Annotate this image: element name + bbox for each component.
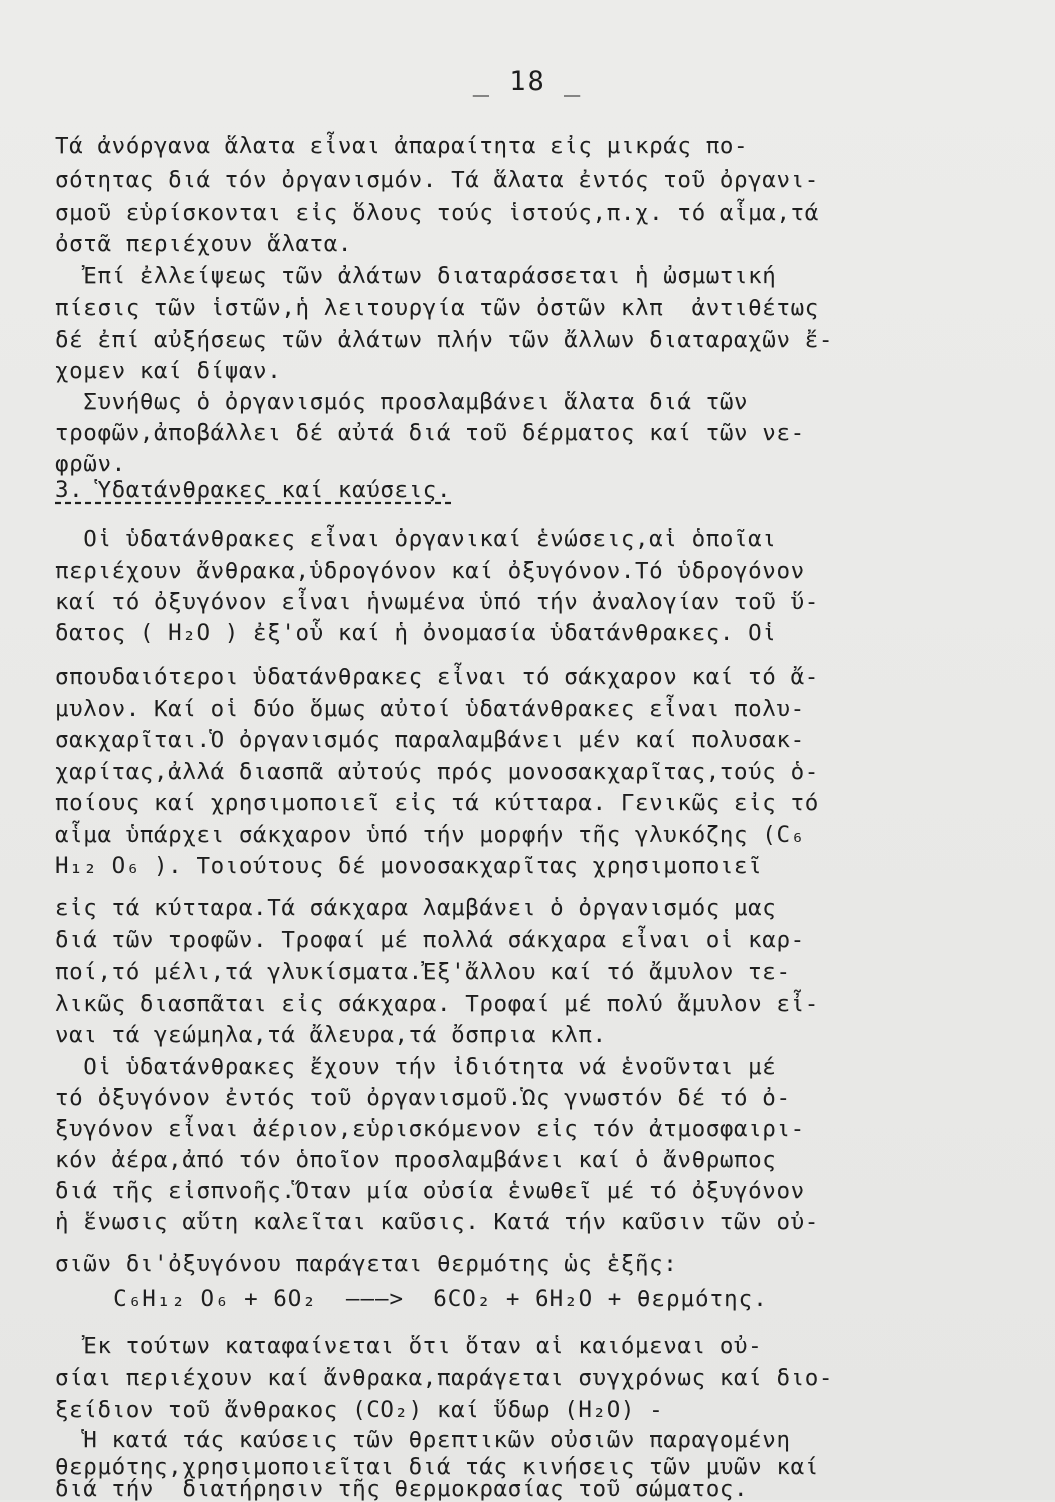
text-line: τροφῶν,ἀποβάλλει δέ αὐτά διά τοῦ δέρματος καί τῶν νε-: [55, 420, 805, 446]
text-line: μυλον. Καί οἱ δύο ὅμως αὐτοί ὑδατάνθρακες εἶναι πολυ-: [55, 696, 805, 722]
text-line: ναι τά γεώμηλα,τά ἄλευρα,τά ὄσπρια κλπ.: [55, 1022, 607, 1048]
text-line: σμοῦ εὑρίσκονται εἰς ὅλους τούς ἱστούς,π.χ. τό αἷμα,τά: [55, 200, 819, 226]
text-line: λικῶς διασπᾶται εἰς σάκχαρα. Τροφαί μέ πολύ ἄμυλον εἶ-: [55, 991, 819, 1017]
text-line: καί τό ὀξυγόνον εἶναι ἡνωμένα ὑπό τήν ἀναλογίαν τοῦ ὕ-: [55, 589, 819, 615]
text-line: Τά ἀνόργανα ἅλατα εἶναι ἀπαραίτητα εἰς μικράς πο-: [55, 133, 749, 159]
text-line: Οἱ ὑδατάνθρακες ἔχουν τήν ἰδιότητα νά ἑνοῦνται μέ: [55, 1054, 777, 1080]
text-line: ὀστᾶ περιέχουν ἅλατα.: [55, 231, 353, 257]
text-line: σπουδαιότεροι ὑδατάνθρακες εἶναι τό σάκχαρον καί τό ἄ-: [55, 664, 819, 690]
text-line: ἡ ἕνωσις αὕτη καλεῖται καῦσις. Κατά τήν καῦσιν τῶν οὐ-: [55, 1209, 819, 1235]
text-line: σότητας διά τόν ὀργανισμόν. Τά ἅλατα ἐντός τοῦ ὀργανι-: [55, 167, 819, 193]
text-line: Ἡ κατά τάς καύσεις τῶν θρεπτικῶν οὐσιῶν παραγομένη: [55, 1427, 791, 1453]
text-line: ποί,τό μέλι,τά γλυκίσματα.Ἐξ'ἄλλου καί τό ἄμυλον τε-: [55, 959, 791, 985]
text-line: αἷμα ὑπάρχει σάκχαρον ὑπό τήν μορφήν τῆς γλυκόζης (C₆: [55, 822, 805, 848]
text-line: σακχαρῖται.Ὁ ὀργανισμός παραλαμβάνει μέν καί πολυσακ-: [55, 727, 805, 753]
text-line: θερμότης,χρησιμοποιεῖται διά τάς κινήσεις τῶν μυῶν καί: [55, 1454, 819, 1480]
text-line: χομεν καί δίψαν.: [55, 358, 282, 384]
text-line: πίεσις τῶν ἱστῶν,ἡ λειτουργία τῶν ὀστῶν κλπ ἀντιθέτως: [55, 295, 819, 321]
text-line: Ἐπί ἐλλείψεως τῶν ἀλάτων διαταράσσεται ἡ ὠσμωτική: [55, 263, 777, 289]
text-line: ξυγόνον εἶναι ἀέριον,εὑρισκόμενον εἰς τόν ἀτμοσφαιρι-: [55, 1116, 805, 1142]
text-line: εἰς τά κύτταρα.Τά σάκχαρα λαμβάνει ὁ ὀργανισμός μας: [55, 895, 777, 921]
section-heading: 3. Ὑδατάνθρακες καί καύσεις.: [55, 477, 452, 503]
text-line: δατος ( H₂O ) ἐξ'οὗ καί ἡ ὀνομασία ὑδατάνθρακες. Οἱ: [55, 620, 777, 646]
text-line: H₁₂ O₆ ). Τοιούτους δέ μονοσακχαρῖτας χρησιμοποιεῖ: [55, 853, 763, 879]
text-line: Οἱ ὑδατάνθρακες εἶναι ὀργανικαί ἑνώσεις,αἱ ὁποῖαι: [55, 526, 777, 552]
text-line: κόν ἀέρα,ἀπό τόν ὁποῖον προσλαμβάνει καί ὁ ἄνθρωπος: [55, 1147, 777, 1173]
text-line: ποίους καί χρησιμοποιεῖ εἰς τά κύτταρα. Γενικῶς εἰς τό: [55, 790, 819, 816]
text-line: διά τῆς εἰσπνοῆς.Ὅταν μία οὐσία ἑνωθεῖ μέ τό ὀξυγόνον: [55, 1178, 805, 1204]
text-line: σίαι περιέχουν καί ἄνθρακα,παράγεται συγχρόνως καί διο-: [55, 1365, 834, 1391]
text-line: δέ ἐπί αὐξήσεως τῶν ἀλάτων πλήν τῶν ἄλλων διαταραχῶν ἔ-: [55, 327, 834, 353]
text-line: περιέχουν ἄνθρακα,ὑδρογόνον καί ὀξυγόνον.Τό ὑδρογόνον: [55, 558, 805, 584]
text-line: Ἐκ τούτων καταφαίνεται ὅτι ὅταν αἱ καιόμεναι οὐ-: [55, 1333, 763, 1359]
text-line: διά τῶν τροφῶν. Τροφαί μέ πολλά σάκχαρα εἶναι οἱ καρ-: [55, 927, 805, 953]
text-line: ξείδιον τοῦ ἄνθρακος (CO₂) καί ὕδωρ (H₂O) -: [55, 1397, 664, 1423]
text-line: διά τήν διατήρησιν τῆς θερμοκρασίας τοῦ σώματος.: [55, 1476, 749, 1502]
text-line: Συνήθως ὁ ὀργανισμός προσλαμβάνει ἅλατα διά τῶν: [55, 389, 749, 415]
text-line: σιῶν δι'ὀξυγόνου παράγεται θερμότης ὡς ἑξῆς:: [55, 1251, 678, 1277]
text-line: φρῶν.: [55, 451, 126, 477]
chemical-equation: C₆H₁₂ O₆ + 6O₂ ———> 6CO₂ + 6H₂O + θερμότης.: [55, 1286, 768, 1312]
text-line: χαρίτας,ἀλλά διασπᾶ αὐτούς πρός μονοσακχαρῖτας,τούς ὁ-: [55, 759, 819, 785]
page-number: _ 18 _: [472, 66, 583, 97]
text-line: τό ὀξυγόνον ἐντός τοῦ ὀργανισμοῦ.Ὡς γνωστόν δέ τό ὀ-: [55, 1085, 791, 1111]
